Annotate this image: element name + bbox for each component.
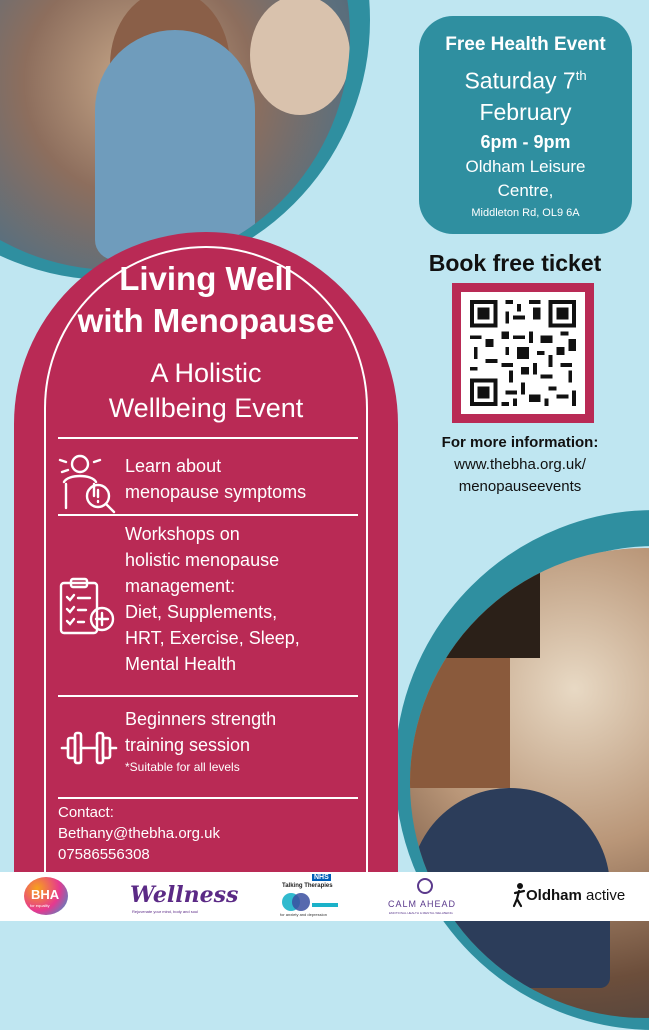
talking-therapies-bar	[312, 903, 338, 907]
feature-line: holistic menopause	[125, 550, 280, 570]
talking-therapies-text: Talking Therapies	[282, 883, 333, 889]
title-line: with Menopause	[77, 302, 335, 339]
contact-block	[58, 802, 220, 865]
divider	[58, 695, 358, 697]
feature-line: Workshops on	[125, 524, 240, 544]
event-venue	[419, 155, 632, 203]
photo-cup	[410, 988, 452, 1018]
divider	[58, 797, 358, 799]
wellness-logo-text: Wellness	[130, 882, 239, 908]
logo-nhs-talking-therapies	[278, 874, 340, 918]
feature-line: Diet, Supplements,	[125, 602, 278, 622]
bha-logo-sub: for equality	[30, 903, 50, 908]
venue-line: Centre,	[497, 180, 554, 200]
event-date-day: Saturday 7	[464, 67, 576, 94]
subtitle-line: A Holistic	[150, 358, 262, 388]
oldham-active-figure-icon	[512, 882, 526, 908]
feature-line: Beginners strength	[125, 709, 277, 729]
title-line: Living Well	[119, 260, 293, 297]
calm-ahead-sub: EMOTIONAL HEALTH & MENTAL WELLBEING	[389, 911, 453, 915]
nhs-badge: NHS	[314, 874, 329, 881]
oldham-active-text-light: active	[586, 887, 626, 904]
event-time: 6pm - 9pm	[480, 131, 571, 152]
feature-line: training session	[125, 735, 251, 755]
event-date-month: February	[479, 98, 572, 125]
oldham-active-text-bold: Oldham	[526, 887, 582, 904]
more-information	[400, 432, 640, 498]
page-title	[14, 258, 398, 342]
divider	[58, 514, 358, 516]
calm-ahead-mark	[417, 878, 433, 894]
event-address: Middleton Rd, OL9 6A	[471, 206, 580, 219]
divider	[58, 437, 358, 439]
url-line: www.thebha.org.uk/	[454, 456, 586, 473]
url-line: menopauseevents	[458, 478, 582, 495]
top-photo-women-exercising	[0, 0, 350, 270]
photo-figure	[250, 0, 350, 115]
wellness-logo-sub: Rejuvenate your mind, body and soul	[132, 909, 199, 914]
event-date-suffix: th	[575, 68, 587, 83]
book-ticket-heading: Book free ticket	[428, 250, 602, 276]
more-info-url[interactable]	[454, 456, 586, 495]
subtitle-line: Wellbeing Event	[108, 393, 304, 423]
feature-line: Learn about	[125, 456, 222, 476]
bha-logo-text: BHA	[31, 887, 60, 902]
logo-wellness	[130, 878, 239, 916]
contact-email[interactable]: Bethany@thebha.org.uk	[58, 825, 221, 842]
feature-line: management:	[125, 576, 236, 596]
event-details-box	[419, 16, 632, 234]
more-info-label: For more information:	[441, 434, 599, 451]
clipboard-health-icon	[58, 577, 116, 637]
logo-oldham-active	[512, 882, 636, 910]
logo-bha	[24, 877, 70, 917]
contact-phone[interactable]: 07586556308	[58, 846, 150, 863]
woman-symptoms-icon	[58, 452, 116, 514]
event-label: Free Health Event	[445, 34, 606, 55]
photo-figure	[95, 30, 255, 260]
qr-code[interactable]	[452, 283, 594, 423]
qr-code-area	[461, 292, 585, 414]
feature-symptoms	[125, 453, 370, 505]
contact-label: Contact:	[58, 804, 114, 821]
talking-therapies-sub: for anxiety and depression	[280, 912, 327, 917]
feature-workshops	[125, 521, 370, 677]
event-date	[419, 60, 632, 128]
subtitle	[14, 356, 398, 426]
calm-ahead-text: CALM AHEAD	[388, 899, 457, 909]
feature-line: menopause symptoms	[125, 482, 307, 502]
logo-calm-ahead	[386, 878, 466, 918]
feature-line: HRT, Exercise, Sleep,	[125, 628, 300, 648]
venue-line: Oldham Leisure	[465, 156, 586, 176]
feature-note: *Suitable for all levels	[125, 760, 240, 774]
feature-line: Mental Health	[125, 654, 237, 674]
feature-strength	[125, 706, 370, 776]
dumbbell-icon	[60, 730, 118, 766]
qr-code-pattern	[461, 292, 585, 414]
talking-therapies-mark	[292, 893, 310, 911]
